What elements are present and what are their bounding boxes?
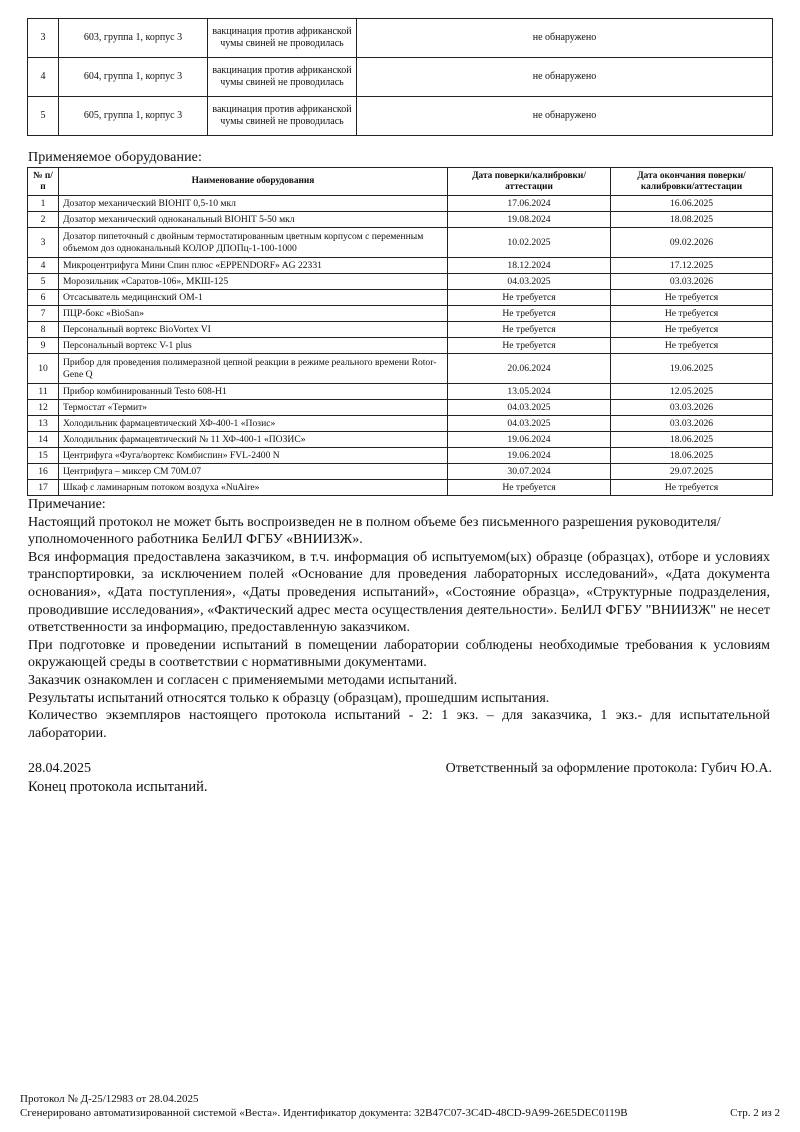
equipment-num: 2 bbox=[28, 212, 59, 228]
equipment-date: 20.06.2024 bbox=[448, 354, 611, 384]
equipment-date: 30.07.2024 bbox=[448, 464, 611, 480]
equipment-end-date: 18.06.2025 bbox=[611, 448, 773, 464]
table-row bbox=[28, 258, 773, 274]
note-paragraph: Результаты испытаний относятся только к образцу (образцам), прошедшим испытания. bbox=[28, 690, 550, 706]
equipment-name: ПЦР-бокс «BioSan» bbox=[59, 306, 448, 322]
sample-result: не обнаружено bbox=[357, 58, 773, 97]
footer-page-number: Стр. 2 из 2 bbox=[730, 1107, 780, 1119]
sample-number: 3 bbox=[28, 19, 59, 58]
equipment-date: 04.03.2025 bbox=[448, 400, 611, 416]
equipment-end-date: Не требуется bbox=[611, 290, 773, 306]
sample-id: 605, группа 1, корпус 3 bbox=[59, 97, 208, 136]
table-row bbox=[28, 196, 773, 212]
equipment-date: 18.12.2024 bbox=[448, 258, 611, 274]
equipment-name: Дозатор механический одноканальный BIOHIT 5-50 мкл bbox=[59, 212, 448, 228]
sample-number: 5 bbox=[28, 97, 59, 136]
note-paragraph: Количество экземпляров настоящего протокола испытаний - 2: 1 экз. – для заказчика, 1 экз.- для испытательной лаборатории. bbox=[28, 708, 770, 741]
table-row bbox=[28, 97, 773, 136]
table-row bbox=[28, 19, 773, 58]
note-paragraph: Настоящий протокол не может быть воспроизведен не в полном объеме без письменного разрешения руководителя/уполномоченного работника БелИЛ ФГБУ «ВНИИЗЖ». bbox=[28, 514, 721, 548]
equipment-name: Морозильник «Саратов-106», МКШ-125 bbox=[59, 274, 448, 290]
equipment-num: 12 bbox=[28, 400, 59, 416]
sample-result: не обнаружено bbox=[357, 19, 773, 58]
equipment-name: Дозатор механический BIOHIT 0,5-10 мкл bbox=[59, 196, 448, 212]
end-of-protocol: Конец протокола испытаний. bbox=[28, 779, 208, 795]
table-row bbox=[28, 354, 773, 384]
table-header-row bbox=[28, 168, 773, 196]
equipment-end-date: Не требуется bbox=[611, 338, 773, 354]
sample-id: 604, группа 1, корпус 3 bbox=[59, 58, 208, 97]
equipment-num: 3 bbox=[28, 228, 59, 258]
table-row bbox=[28, 448, 773, 464]
equipment-end-date: 12.05.2025 bbox=[611, 384, 773, 400]
equipment-name: Холодильник фармацевтический № 11 ХФ-400-1 «ПОЗИС» bbox=[59, 432, 448, 448]
sample-vaccination: вакцинация против африканской чумы свиней не проводилась bbox=[208, 58, 357, 97]
signature-date: 28.04.2025 bbox=[28, 761, 91, 776]
equipment-end-date: 18.08.2025 bbox=[611, 212, 773, 228]
equipment-end-date: 16.06.2025 bbox=[611, 196, 773, 212]
equipment-name: Отсасыватель медицинский ОМ-1 bbox=[59, 290, 448, 306]
equipment-date: Не требуется bbox=[448, 338, 611, 354]
equipment-name: Холодильник фармацевтический ХФ-400-1 «Позис» bbox=[59, 416, 448, 432]
sample-number: 4 bbox=[28, 58, 59, 97]
table-row bbox=[28, 322, 773, 338]
equipment-name: Персональный вортекс BioVortex VI bbox=[59, 322, 448, 338]
equipment-name: Центрифуга – миксер СМ 70М.07 bbox=[59, 464, 448, 480]
table-row bbox=[28, 290, 773, 306]
header-name: Наименование оборудования bbox=[59, 168, 448, 196]
table-row bbox=[28, 480, 773, 496]
equipment-end-date: Не требуется bbox=[611, 480, 773, 496]
equipment-num: 5 bbox=[28, 274, 59, 290]
sample-vaccination: вакцинация против африканской чумы свиней не проводилась bbox=[208, 19, 357, 58]
equipment-end-date: 18.06.2025 bbox=[611, 432, 773, 448]
equipment-num: 8 bbox=[28, 322, 59, 338]
equipment-name: Дозатор пипеточный с двойным термостатированным цветным корпусом с переменным объемом доз одноканальный КОЛОР ДПОПц-1-100-1000 bbox=[59, 228, 448, 258]
equipment-num: 1 bbox=[28, 196, 59, 212]
equipment-date: Не требуется bbox=[448, 290, 611, 306]
equipment-num: 15 bbox=[28, 448, 59, 464]
equipment-date: Не требуется bbox=[448, 306, 611, 322]
equipment-end-date: 03.03.2026 bbox=[611, 400, 773, 416]
equipment-date: 17.06.2024 bbox=[448, 196, 611, 212]
equipment-num: 4 bbox=[28, 258, 59, 274]
equipment-name: Прибор для проведения полимеразной цепной реакции в режиме реального времени Rotor-Gene Q bbox=[59, 354, 448, 384]
table-row bbox=[28, 464, 773, 480]
notes-heading: Примечание: bbox=[28, 497, 106, 512]
equipment-num: 13 bbox=[28, 416, 59, 432]
equipment-end-date: Не требуется bbox=[611, 322, 773, 338]
table-row bbox=[28, 212, 773, 228]
sample-vaccination: вакцинация против африканской чумы свиней не проводилась bbox=[208, 97, 357, 136]
equipment-end-date: 09.02.2026 bbox=[611, 228, 773, 258]
footer-protocol-number: Протокол № Д-25/12983 от 28.04.2025 bbox=[20, 1093, 199, 1105]
header-num: № п/п bbox=[28, 168, 59, 196]
equipment-end-date: 19.06.2025 bbox=[611, 354, 773, 384]
note-paragraph: Вся информация предоставлена заказчиком, в т.ч. информация об испытуемом(ых) образце (образцах), отборе и условиях транспортировки, за исключением полей «Основание для проведения лабораторных исследований», «Дата документа основания», «Дата поступления», «Даты проведения испытаний», «Состояние образца», «Структурные подразделения, проводившие исследования», «Фактический адрес места осуществления деятельности». БелИЛ ФГБУ "ВНИИЗЖ" не несет ответственности за информацию, предоставленную заказчиком. bbox=[28, 549, 770, 636]
equipment-name: Термостат «Термит» bbox=[59, 400, 448, 416]
equipment-table bbox=[27, 167, 773, 496]
note-paragraph: Заказчик ознакомлен и согласен с применяемыми методами испытаний. bbox=[28, 672, 458, 688]
equipment-date: 13.05.2024 bbox=[448, 384, 611, 400]
table-row bbox=[28, 58, 773, 97]
equipment-num: 9 bbox=[28, 338, 59, 354]
equipment-name: Центрифуга «Фуга/вортекс Комбиспин» FVL-2400 N bbox=[59, 448, 448, 464]
table-row bbox=[28, 338, 773, 354]
equipment-num: 16 bbox=[28, 464, 59, 480]
equipment-date: Не требуется bbox=[448, 480, 611, 496]
header-end-date: Дата окончания поверки/калибровки/аттестации bbox=[611, 168, 773, 196]
equipment-date: 04.03.2025 bbox=[448, 416, 611, 432]
equipment-date: 19.06.2024 bbox=[448, 448, 611, 464]
equipment-date: 04.03.2025 bbox=[448, 274, 611, 290]
footer-generated-by: Сгенерировано автоматизированной системой «Веста». Идентификатор документа: 32B47C07-3C4D-48CD-9A99-26E5DEC0119B bbox=[20, 1107, 628, 1119]
sample-id: 603, группа 1, корпус 3 bbox=[59, 19, 208, 58]
responsible-person: Ответственный за оформление протокола: Губич Ю.А. bbox=[445, 761, 772, 776]
equipment-title: Применяемое оборудование: bbox=[28, 150, 202, 165]
notes-section bbox=[28, 496, 770, 742]
equipment-num: 10 bbox=[28, 354, 59, 384]
table-row bbox=[28, 384, 773, 400]
equipment-num: 17 bbox=[28, 480, 59, 496]
equipment-num: 6 bbox=[28, 290, 59, 306]
equipment-num: 7 bbox=[28, 306, 59, 322]
equipment-date: 19.08.2024 bbox=[448, 212, 611, 228]
equipment-end-date: 03.03.2026 bbox=[611, 416, 773, 432]
table-row bbox=[28, 432, 773, 448]
equipment-end-date: 03.03.2026 bbox=[611, 274, 773, 290]
equipment-end-date: Не требуется bbox=[611, 306, 773, 322]
table-row bbox=[28, 400, 773, 416]
table-row bbox=[28, 306, 773, 322]
equipment-date: Не требуется bbox=[448, 322, 611, 338]
table-row bbox=[28, 274, 773, 290]
equipment-end-date: 29.07.2025 bbox=[611, 464, 773, 480]
equipment-name: Шкаф с ламинарным потоком воздуха «NuAire» bbox=[59, 480, 448, 496]
equipment-end-date: 17.12.2025 bbox=[611, 258, 773, 274]
note-paragraph: При подготовке и проведении испытаний в помещении лаборатории соблюдены необходимые требования к условиям окружающей среды в соответствии с нормативными документами. bbox=[28, 637, 770, 671]
table-row bbox=[28, 416, 773, 432]
equipment-date: 19.06.2024 bbox=[448, 432, 611, 448]
equipment-num: 14 bbox=[28, 432, 59, 448]
equipment-name: Микроцентрифуга Мини Спин плюс «EPPENDORF» AG 22331 bbox=[59, 258, 448, 274]
header-date: Дата поверки/калибровки/аттестации bbox=[448, 168, 611, 196]
equipment-date: 10.02.2025 bbox=[448, 228, 611, 258]
equipment-num: 11 bbox=[28, 384, 59, 400]
samples-table bbox=[27, 18, 773, 136]
equipment-name: Прибор комбинированный Testo 608-H1 bbox=[59, 384, 448, 400]
table-row bbox=[28, 228, 773, 258]
equipment-name: Персональный вортекс V-1 plus bbox=[59, 338, 448, 354]
sample-result: не обнаружено bbox=[357, 97, 773, 136]
